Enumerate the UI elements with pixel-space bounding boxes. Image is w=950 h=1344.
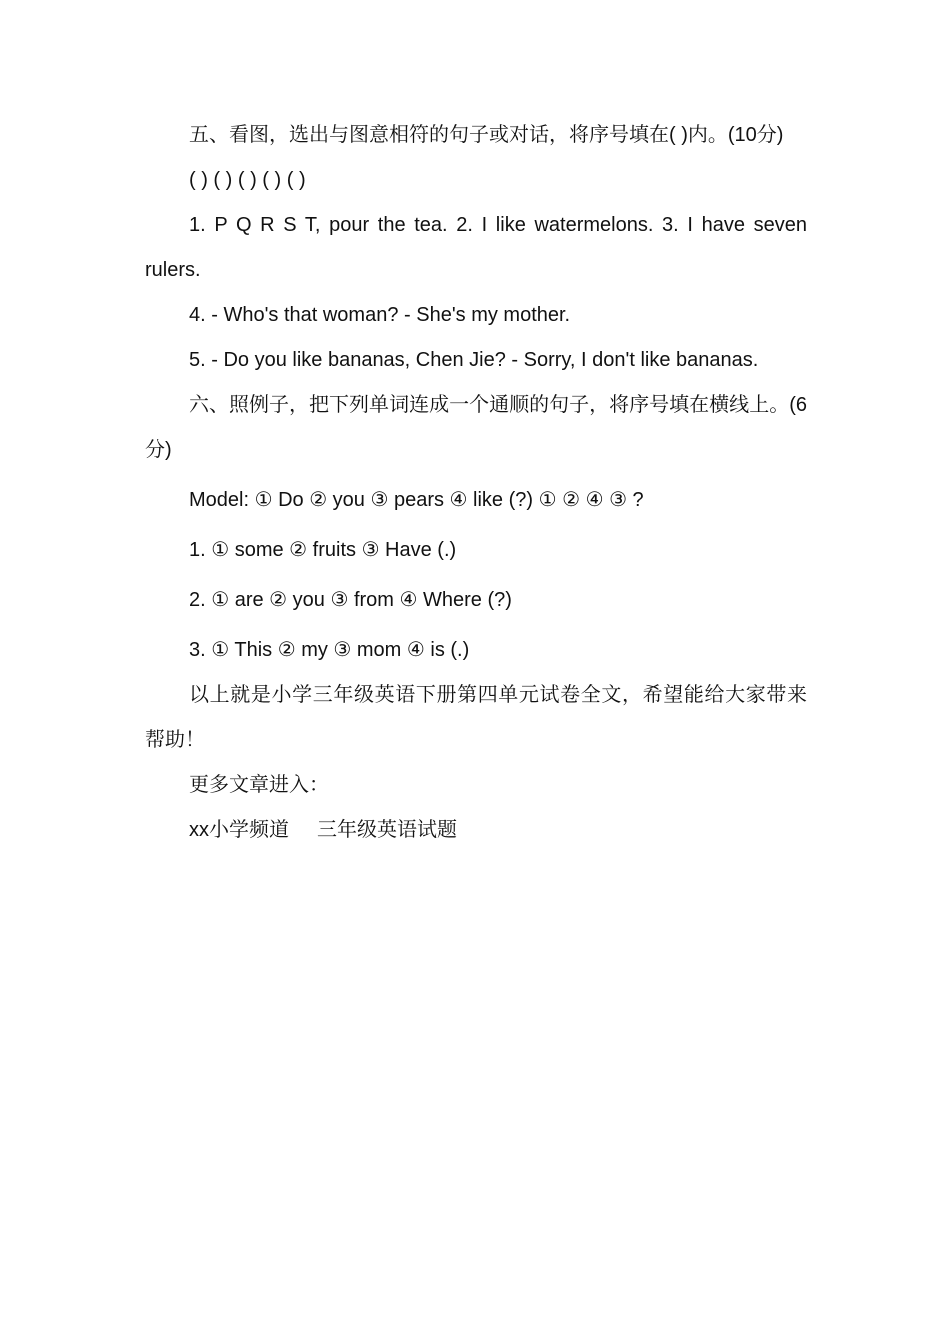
section-5-items-1-3: 1. P Q R S T, pour the tea. 2. I like watermelons. 3. I have seven rulers. [145, 214, 807, 281]
section-6-model: Model: ① Do ② you ③ pears ④ like (?) ① ② ④ ③ ? [189, 489, 644, 511]
section-5-item-5: 5. - Do you like bananas, Chen Jie? - Sorry, I don't like bananas. [189, 349, 759, 371]
document-body [145, 113, 807, 853]
link-primary-school-channel[interactable]: xx小学频道 [189, 819, 289, 841]
related-links [145, 808, 807, 853]
section-6-heading: 六、照例子，把下列单词连成一个通顺的句子，将序号填在横线上。(6分) [145, 394, 807, 461]
more-articles-label: 更多文章进入： [189, 774, 329, 796]
section-5-item-4: 4. - Who's that woman? - She's my mother. [189, 304, 571, 326]
link-grade3-english-exams[interactable]: 三年级英语试题 [317, 819, 457, 841]
section-5-heading: 五、看图，选出与图意相符的句子或对话，将序号填在( )内。(10分) [189, 124, 784, 146]
closing-text: 以上就是小学三年级英语下册第四单元试卷全文，希望能给大家带来帮助！ [145, 684, 807, 751]
section-6-item-3: 3. ① This ② my ③ mom ④ is (.) [189, 639, 470, 661]
section-6-item-1: 1. ① some ② fruits ③ Have (.) [189, 539, 457, 561]
section-6-item-2: 2. ① are ② you ③ from ④ Where (?) [189, 589, 512, 611]
answer-blanks: ( ) ( ) ( ) ( ) ( ) [189, 169, 306, 191]
